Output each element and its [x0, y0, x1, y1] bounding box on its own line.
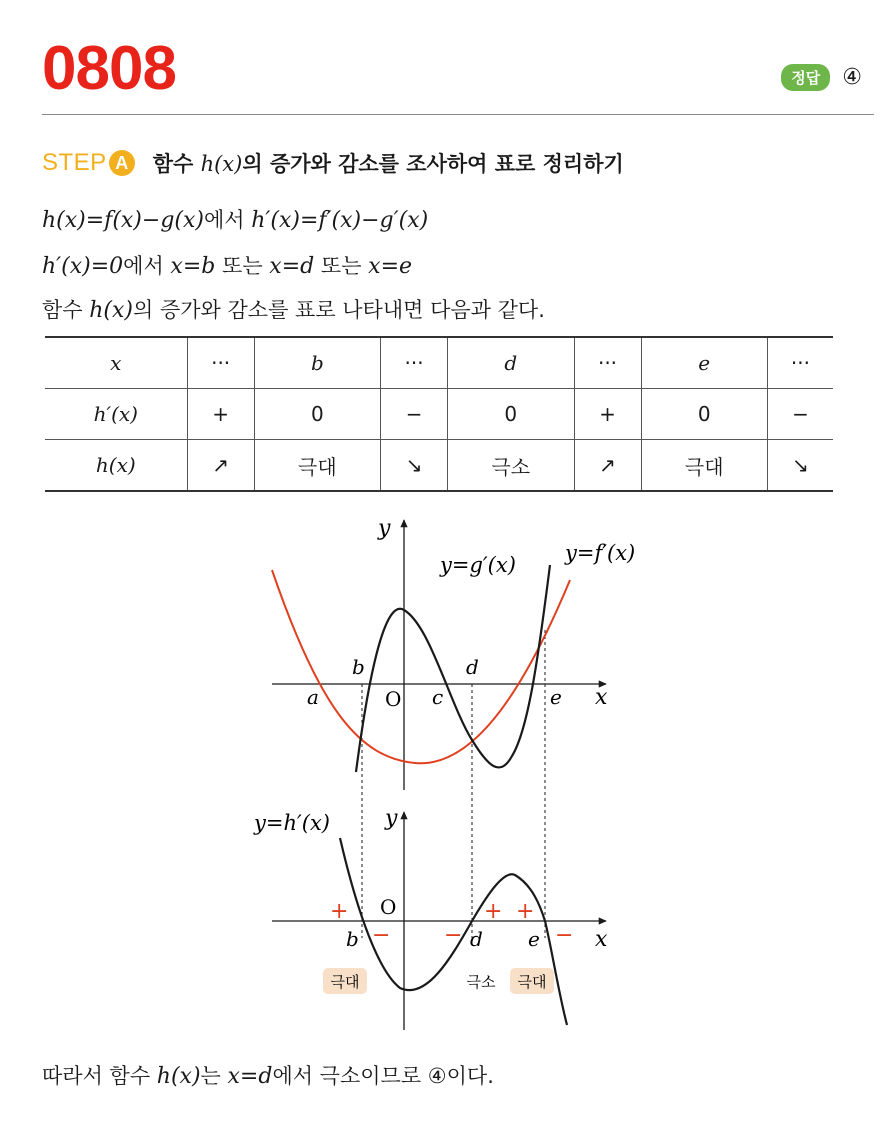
step-label: STEP	[42, 149, 107, 176]
table-cell: 극대	[254, 440, 380, 492]
sign-minus-after-e: −	[555, 923, 574, 948]
tag-min: 극소	[466, 973, 496, 991]
table-cell: +	[574, 389, 641, 440]
table-cell: ↗	[574, 440, 641, 492]
top-y-label: y	[378, 516, 391, 541]
table-row-header: x	[45, 337, 187, 389]
table-cell: ···	[767, 337, 833, 389]
line2-math2: x=b	[170, 254, 216, 279]
tag-max2: 극대	[517, 973, 547, 991]
sign-minus-before-d: −	[444, 923, 463, 948]
line2-text1: 에서	[123, 254, 171, 278]
table-cell: ↗	[187, 440, 254, 492]
bottom-point-e: e	[528, 927, 540, 951]
sign-plus-after-d: +	[484, 899, 503, 924]
conclusion-math2: x=d	[227, 1064, 273, 1089]
bottom-point-d: d	[470, 927, 483, 951]
answer-value: ④	[842, 65, 862, 90]
problem-number: 0808	[42, 34, 176, 103]
top-graph	[272, 516, 635, 938]
bottom-point-b: b	[346, 927, 359, 951]
table-cell: ···	[187, 337, 254, 389]
conclusion-post: 에서 극소이므로 ④이다.	[272, 1064, 494, 1088]
step-letter-badge: A	[109, 150, 135, 176]
table-cell: 극소	[448, 440, 574, 492]
conclusion-mid: 는	[200, 1064, 228, 1088]
table-row-header: h′(x)	[45, 389, 187, 440]
table-row-header: h(x)	[45, 440, 187, 492]
bottom-origin-label: O	[380, 895, 397, 919]
top-point-b: b	[352, 655, 365, 679]
conclusion-line	[42, 1060, 494, 1090]
table-cell: 극대	[641, 440, 767, 492]
step-title-math: h(x)	[200, 152, 243, 176]
label-h-prime: y=h′(x)	[254, 811, 330, 835]
table-cell: −	[381, 389, 448, 440]
line2-math3: x=d	[269, 254, 315, 279]
line1-math2: h′(x)=f′(x)−g′(x)	[251, 208, 429, 233]
bottom-x-label: x	[595, 927, 608, 952]
table-cell: b	[254, 337, 380, 389]
top-point-d: d	[466, 655, 479, 679]
table-cell: 0	[448, 389, 574, 440]
line1-math1: h(x)=f(x)−g(x)	[42, 208, 204, 233]
label-f-prime: y=f′(x)	[565, 541, 636, 565]
top-x-label: x	[595, 685, 608, 710]
label-g-prime: y=g′(x)	[440, 553, 516, 577]
conclusion-math1: h(x)	[156, 1064, 201, 1089]
line2-math4: x=e	[368, 254, 413, 279]
table-cell: ↘	[767, 440, 833, 492]
sign-plus-before-b: +	[330, 899, 349, 924]
curve-g-prime	[356, 565, 550, 772]
top-point-c: c	[432, 685, 444, 709]
line2-math1: h′(x)=0	[42, 254, 124, 279]
table-cell: 0	[254, 389, 380, 440]
table-cell: 0	[641, 389, 767, 440]
line3-post: 의 증가와 감소를 표로 나타내면 다음과 같다.	[133, 298, 545, 322]
table-cell: ···	[574, 337, 641, 389]
line3-pre: 함수	[42, 298, 90, 322]
line2-text2: 또는	[215, 254, 270, 278]
curve-f-prime	[272, 570, 570, 763]
top-point-a: a	[307, 685, 319, 709]
line1-text: 에서	[203, 208, 252, 232]
table-cell: e	[641, 337, 767, 389]
table-cell: ···	[381, 337, 448, 389]
line3-math: h(x)	[89, 298, 133, 323]
conclusion-pre: 따라서 함수	[42, 1064, 157, 1088]
sign-minus-after-b: −	[372, 923, 391, 948]
tag-max: 극대	[330, 973, 360, 991]
answer-badge: 정답	[781, 64, 830, 91]
step-title-pre: 함수	[152, 152, 201, 176]
table-cell: ↘	[381, 440, 448, 492]
table-cell: d	[448, 337, 574, 389]
bottom-graph	[253, 806, 608, 1030]
table-cell: −	[767, 389, 833, 440]
bottom-y-label: y	[385, 806, 398, 831]
top-point-e: e	[550, 685, 562, 709]
line2-text3: 또는	[314, 254, 369, 278]
sign-plus-before-e: +	[516, 899, 535, 924]
step-title-post: 의 증가와 감소를 조사하여 표로 정리하기	[242, 152, 624, 176]
top-origin-label: O	[385, 687, 402, 711]
table-cell: +	[187, 389, 254, 440]
